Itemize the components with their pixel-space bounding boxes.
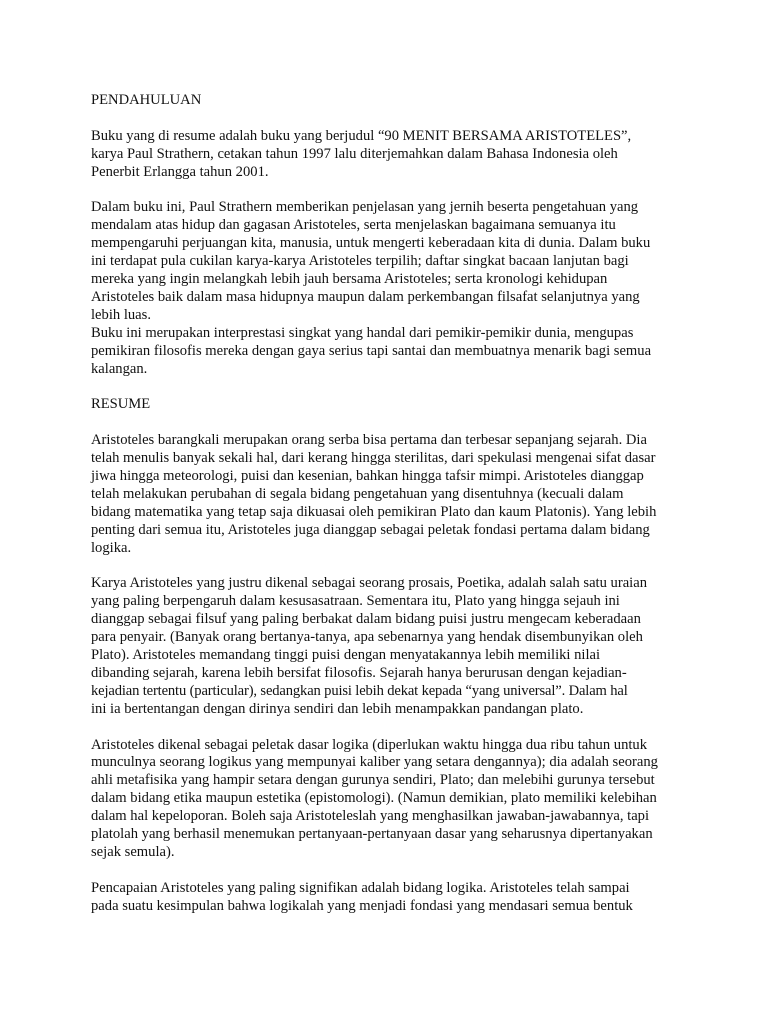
resume-p3-line-6: platolah yang berhasil menemukan pertanyaan-pertanyaan dasar yang seharusnya dipertanyakan: [91, 826, 653, 843]
resume-p1-line-7: logika.: [91, 539, 132, 556]
resume-p3-line-7: sejak semula).: [91, 843, 175, 860]
resume-p1-line-5: bidang matematika yang tetap saja dikuasai oleh pemikiran Plato dan kaum Platonis). Yang lebih: [91, 503, 657, 520]
intro-p1-line-3: Penerbit Erlangga tahun 2001.: [91, 163, 269, 180]
resume-p2-line-5: Plato). Aristoteles memandang tinggi puisi dengan menyatakannya lebih memiliki nilai: [91, 647, 601, 664]
resume-p3-line-3: ahli metafisika yang hampir setara dengan gurunya sendiri, Plato; dan melebihi gurunya tersebut: [91, 772, 655, 789]
resume-p4-line-1: Pencapaian Aristoteles yang paling signifikan adalah bidang logika. Aristoteles telah sampai: [91, 879, 630, 896]
resume-p2-line-4: para penyair. (Banyak orang bertanya-tanya, apa sebenarnya yang hendak disembunyikan oleh: [91, 629, 643, 646]
intro-p3-line-3: kalangan.: [91, 360, 148, 377]
intro-p1-line-1: Buku yang di resume adalah buku yang berjudul “90 MENIT BERSAMA ARISTOTELES”,: [91, 127, 632, 144]
resume-p3-line-1: Aristoteles dikenal sebagai peletak dasar logika (diperlukan waktu hingga dua ribu tahun untuk: [91, 736, 648, 753]
intro-p2-line-6: Aristoteles baik dalam masa hidupnya maupun dalam perkembangan filsafat selanjutnya yang: [91, 288, 640, 305]
intro-p2-line-4: ini terdapat pula cukilan karya-karya Aristoteles terpilih; daftar singkat bacaan lanjutan bagi: [91, 253, 629, 270]
resume-p1-line-2: telah menulis banyak sekali hal, dari kerang hingga sterilitas, dari spekulasi mengenai sifat dasar: [91, 450, 656, 467]
blank-line: [91, 414, 711, 432]
resume-p2-line-8: ini ia bertentangan dengan dirinya sendiri dan lebih menampakkan pandangan plato.: [91, 700, 584, 717]
resume-p2-line-7: kejadian tertentu (particular), sedangkan puisi lebih dekat kepada “yang universal”. Dalam hal: [91, 682, 628, 699]
intro-p2-line-3: mempengaruhi perjuangan kita, manusia, untuk mengerti keberadaan kita di dunia. Dalam buku: [91, 235, 651, 252]
intro-p2-line-5: mereka yang ingin melangkah lebih jauh bersama Aristoteles; serta kronologi kehidupan: [91, 271, 608, 288]
blank-line: [91, 719, 711, 737]
intro-p2-line-2: mendalam atas hidup dan gagasan Aristoteles, serta menjelaskan bagaimana semuanya itu: [91, 217, 616, 234]
blank-line: [91, 558, 711, 576]
intro-p2-line-7: lebih luas.: [91, 306, 151, 323]
heading-pendahuluan: PENDAHULUAN: [91, 92, 202, 108]
intro-p1-line-2: karya Paul Strathern, cetakan tahun 1997 lalu diterjemahkan dalam Bahasa Indonesia oleh: [91, 145, 618, 162]
resume-p1-line-6: penting dari semua itu, Aristoteles juga dianggap sebagai peletak fondasi pertama dalam bidang: [91, 521, 650, 538]
intro-p2-line-1: Dalam buku ini, Paul Strathern memberikan penjelasan yang jernih beserta pengetahuan yang: [91, 199, 639, 216]
resume-p2-line-1: Karya Aristoteles yang justru dikenal sebagai seorang prosais, Poetika, adalah salah satu uraian: [91, 575, 648, 592]
resume-p4-line-2: pada suatu kesimpulan bahwa logikalah yang menjadi fondasi yang mendasari semua bentuk: [91, 897, 633, 914]
resume-p1-line-1: Aristoteles barangkali merupakan orang serba bisa pertama dan terbesar sepanjang sejarah. Dia: [91, 432, 647, 449]
heading-resume: RESUME: [91, 396, 151, 413]
intro-p3-line-1: Buku ini merupakan interprestasi singkat yang handal dari pemikir-pemikir dunia, mengupas: [91, 324, 634, 341]
resume-p3-line-4: dalam bidang etika maupun estetika (epistomologi). (Namun demikian, plato memiliki kelebihan: [91, 790, 657, 807]
resume-p2-line-2: yang paling berpengaruh dalam kesusasatraan. Sementara itu, Plato yang hingga sejauh ini: [91, 593, 620, 610]
blank-line: [91, 862, 711, 880]
intro-p3-line-2: pemikiran filosofis mereka dengan gaya serius tapi santai dan membuatnya menarik bagi semua: [91, 342, 652, 359]
document-page: [91, 92, 711, 916]
resume-p1-line-4: telah melakukan perubahan di segala bidang pengetahuan yang disentuhnya (kecuali dalam: [91, 485, 624, 502]
blank-line: [91, 182, 711, 200]
blank-line: [91, 110, 711, 128]
resume-p2-line-3: dianggap sebagai filsuf yang paling berbakat dalam bidang puisi justru mengecam keberadaan: [91, 611, 641, 628]
resume-p2-line-6: dibanding sejarah, karena lebih bersifat filosofis. Sejarah hanya berurusan dengan kejadian-: [91, 664, 627, 681]
resume-p1-line-3: jiwa hingga meteorologi, puisi dan kesenian, bahkan hingga tafsir mimpi. Aristoteles dianggap: [91, 467, 644, 484]
blank-line: [91, 378, 711, 396]
resume-p3-line-2: munculnya seorang logikus yang mempunyai kaliber yang setara dengannya); dia adalah seorang: [91, 754, 658, 771]
resume-p3-line-5: dalam hal kepeloporan. Boleh saja Aristoteleslah yang menghasilkan jawaban-jawabannya, tapi: [91, 808, 650, 825]
